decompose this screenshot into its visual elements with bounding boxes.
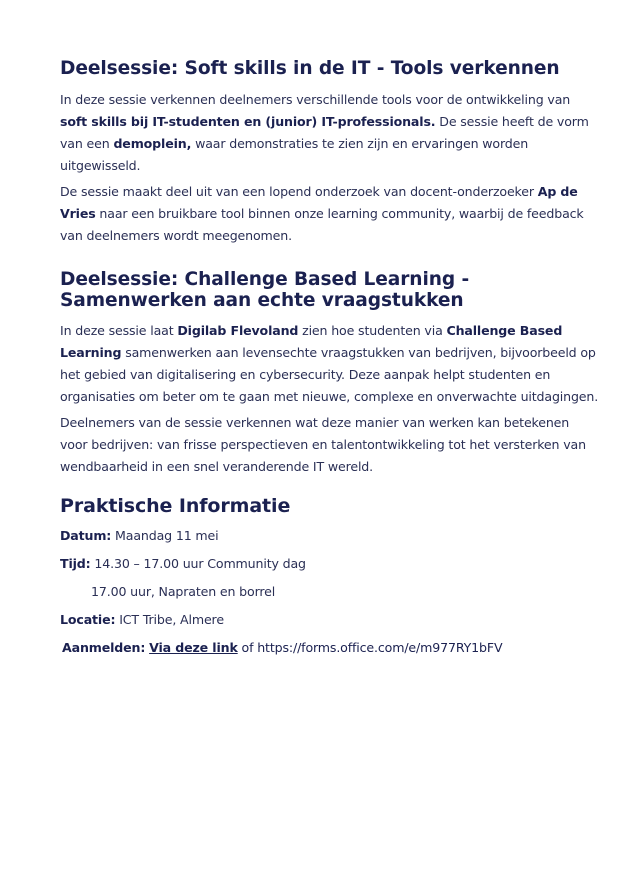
text: samenwerken aan levensechte vraagstukken van bedrijven, bijvoorbeeld op het gebied van digitalisering en cybersecurity. Deze aanpak helpt studenten en organisaties om beter om te gaan met nieuwe, complexe en onverwachte uitdagingen. [60, 345, 599, 404]
text: zien hoe studenten via [298, 323, 447, 338]
section-title: Praktische Informatie [60, 495, 291, 517]
bold-text: Digilab Flevoland [177, 323, 299, 338]
bold-text: soft skills bij IT-studenten en (junior) IT-professionals. [60, 114, 436, 129]
section-title: Deelsessie: Soft skills in de IT - Tools verkennen [60, 58, 560, 79]
info-label: Datum: [60, 528, 112, 543]
paragraph [60, 181, 600, 247]
section-title: Deelsessie: Challenge Based Learning - Samenwerken aan echte vraagstukken [60, 269, 470, 311]
section-challenge-based-learning [60, 269, 600, 478]
info-date [60, 525, 600, 547]
info-value: 14.30 – 17.00 uur Community dag [90, 556, 306, 571]
section-practical-info [60, 496, 600, 659]
signup-url-text: of https://forms.office.com/e/m977RY1bFV [237, 640, 503, 655]
paragraph: Deelnemers van de sessie verkennen wat deze manier van werken kan betekenen voor bedrijven: van frisse perspectieven en talentontwikkeling tot het versterken van wendbaarheid in een snel veranderende IT wereld. [60, 415, 586, 474]
section-soft-skills [60, 58, 600, 247]
paragraph [60, 320, 600, 408]
signup-link[interactable]: Via deze link [149, 640, 238, 655]
info-location [60, 609, 600, 631]
bold-text: Challenge Based Learning [60, 323, 563, 360]
info-label: Tijd: [60, 556, 91, 571]
bold-text: demoplein, [113, 136, 192, 151]
text: De sessie heeft de vorm van een [60, 114, 589, 151]
document-page [60, 58, 600, 665]
info-value: Maandag 11 mei [111, 528, 219, 543]
text: waar demonstraties te zien zijn en ervaringen worden uitgewisseld. [60, 136, 529, 173]
text: naar een bruikbare tool binnen onze learning community, waarbij de feedback van deelnemers wordt meegenomen. [60, 206, 584, 243]
info-time [60, 553, 600, 575]
paragraph [60, 89, 600, 177]
info-signup [60, 637, 600, 659]
text: In deze sessie laat [60, 323, 178, 338]
text: De sessie maakt deel uit van een lopend onderzoek van docent-onderzoeker [60, 184, 538, 199]
info-value: ICT Tribe, Almere [115, 612, 224, 627]
info-label: Locatie: [60, 612, 116, 627]
info-time-2: 17.00 uur, Napraten en borrel [91, 584, 276, 599]
info-label: Aanmelden: [62, 640, 146, 655]
text: In deze sessie verkennen deelnemers verschillende tools voor de ontwikkeling van [60, 92, 571, 107]
bold-text: Ap de Vries [60, 184, 578, 221]
